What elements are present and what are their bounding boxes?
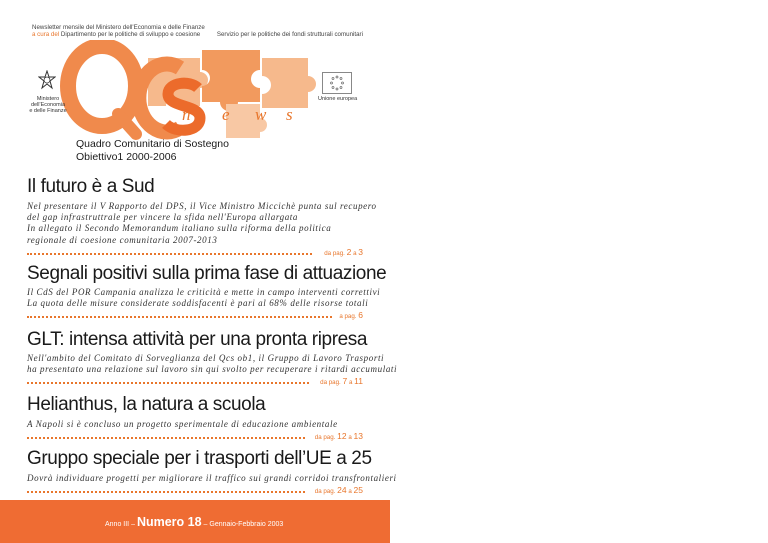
dotted-leader [27,382,309,384]
ref-prefix: da pag. [314,488,336,496]
dotted-leader [27,491,305,493]
summary-line: Dovrà individuare progetti per migliorare il traffico sui grandi corridoi transfrontalieri [27,473,397,483]
article-title[interactable]: GLT: intensa attività per una pronta ripresa [27,329,368,350]
article-2[interactable] [27,263,387,321]
masthead-subtitle [76,138,229,164]
page-reference-row [27,309,363,320]
eu-flag-icon [322,72,352,94]
separator: – [203,521,208,528]
news-letter: s [286,105,293,124]
ministry-label [28,96,68,114]
issue-info [105,515,283,529]
ref-page-start: 12 [337,431,347,442]
article-summary [27,201,377,246]
article-summary [27,287,381,309]
puzzle-piece-2 [202,50,260,111]
summary-line: regionale di coesione comunitaria 2007-2013 [27,234,218,245]
ref-prefix: da pag. [324,249,345,257]
dotted-leader [27,253,312,255]
curated-prefix: a cura del [32,31,60,38]
page-reference[interactable] [315,485,363,495]
summary-line: La quota delle misure considerate soddisfacenti è pari al 68% delle risorse totali [27,298,369,309]
ref-prefix: da pag. [314,434,336,442]
ref-mid: a [353,249,357,257]
article-5[interactable] [27,448,397,496]
ministry-line: e delle Finanze [29,108,67,114]
issue-year: Anno III [105,521,130,528]
article-4[interactable] [27,394,363,441]
article-1[interactable] [27,176,377,257]
separator: – [131,521,135,528]
puzzle-piece-3 [262,58,316,108]
summary-line: Nel presentare il V Rapporto del DPS, il Vice Ministro Miccichè punta sul recupero [27,201,377,211]
issue-period: Gennaio-Febbraio 2003 [209,521,284,528]
summary-line: A Napoli si è concluso un progetto sperimentale di educazione ambientale [27,419,338,429]
subtitle-line-1: Quadro Comunitario di Sostegno [76,138,229,150]
summary-line: del gap infrastruttrale per vincere la sfida nell'Europa allargata [27,212,299,223]
ref-prefix: a pag. [339,313,357,321]
article-title[interactable]: Gruppo speciale per i trasporti dell’UE a 25 [27,448,372,469]
issue-number: Numero 18 [136,515,202,529]
ref-page-end: 11 [354,376,363,387]
news-letter: n [182,105,191,124]
summary-line: In allegato il Secondo Memorandum italiano sulla riforma della politica [27,223,332,234]
summary-line: Il CdS del POR Campania analizza le criticità e mette in campo interventi correttivi [27,287,381,297]
article-summary [27,419,363,430]
page-reference[interactable] [324,247,363,257]
page-reference[interactable] [315,431,363,441]
summary-line: Nell'ambito del Comitato di Sorveglianza del Qcs ob1, il Gruppo di Lavoro Trasporti [27,353,385,363]
ref-page-start: 24 [337,485,347,496]
ministry-line: Ministero [36,96,60,102]
ref-page-start: 7 [342,376,348,387]
eu-label: Unione europea [318,96,358,102]
news-letter: w [255,105,267,124]
ref-mid: a [348,379,353,387]
dotted-leader [27,316,332,318]
page-reference[interactable] [320,376,363,386]
page-reference[interactable] [339,310,363,320]
ref-page-end: 3 [358,246,363,257]
italian-emblem-icon [38,70,56,90]
page-reference-row [27,484,363,495]
subtitle-line-2: Obiettivo1 2000-2006 [76,151,177,163]
article-summary [27,473,397,484]
curated-department: Dipartimento per le politiche di sviluppo e coesione [60,31,201,38]
ref-page-start: 2 [346,246,352,257]
article-3[interactable] [27,329,398,387]
article-summary [27,353,398,375]
service-line: Servizio per le politiche dei fondi strutturali comunitari [216,31,363,38]
ref-mid: a [348,488,352,496]
newsletter-line: Newsletter mensile del Ministero dell'Economia e delle Finanze [32,24,205,31]
article-title[interactable]: Helianthus, la natura a scuola [27,394,266,415]
page-reference-row [27,246,363,257]
curated-line [32,31,200,38]
article-title[interactable]: Il futuro è a Sud [27,176,155,197]
ref-page-start: 6 [358,310,363,321]
ref-page-end: 13 [353,431,363,442]
ref-mid: a [348,434,352,442]
ref-prefix: da pag. [320,379,341,387]
page-reference-row [27,375,363,386]
ministry-line: dell'Economia [30,102,66,108]
ref-page-end: 25 [353,485,363,496]
article-title[interactable]: Segnali positivi sulla prima fase di attuazione [27,263,387,284]
page-reference-row [27,430,363,441]
news-letter: e [222,105,230,124]
summary-line: ha presentato una relazione sul lavoro sin qui svolto per recuperare i ritardi accumulati [27,364,398,375]
dotted-leader [27,437,305,439]
